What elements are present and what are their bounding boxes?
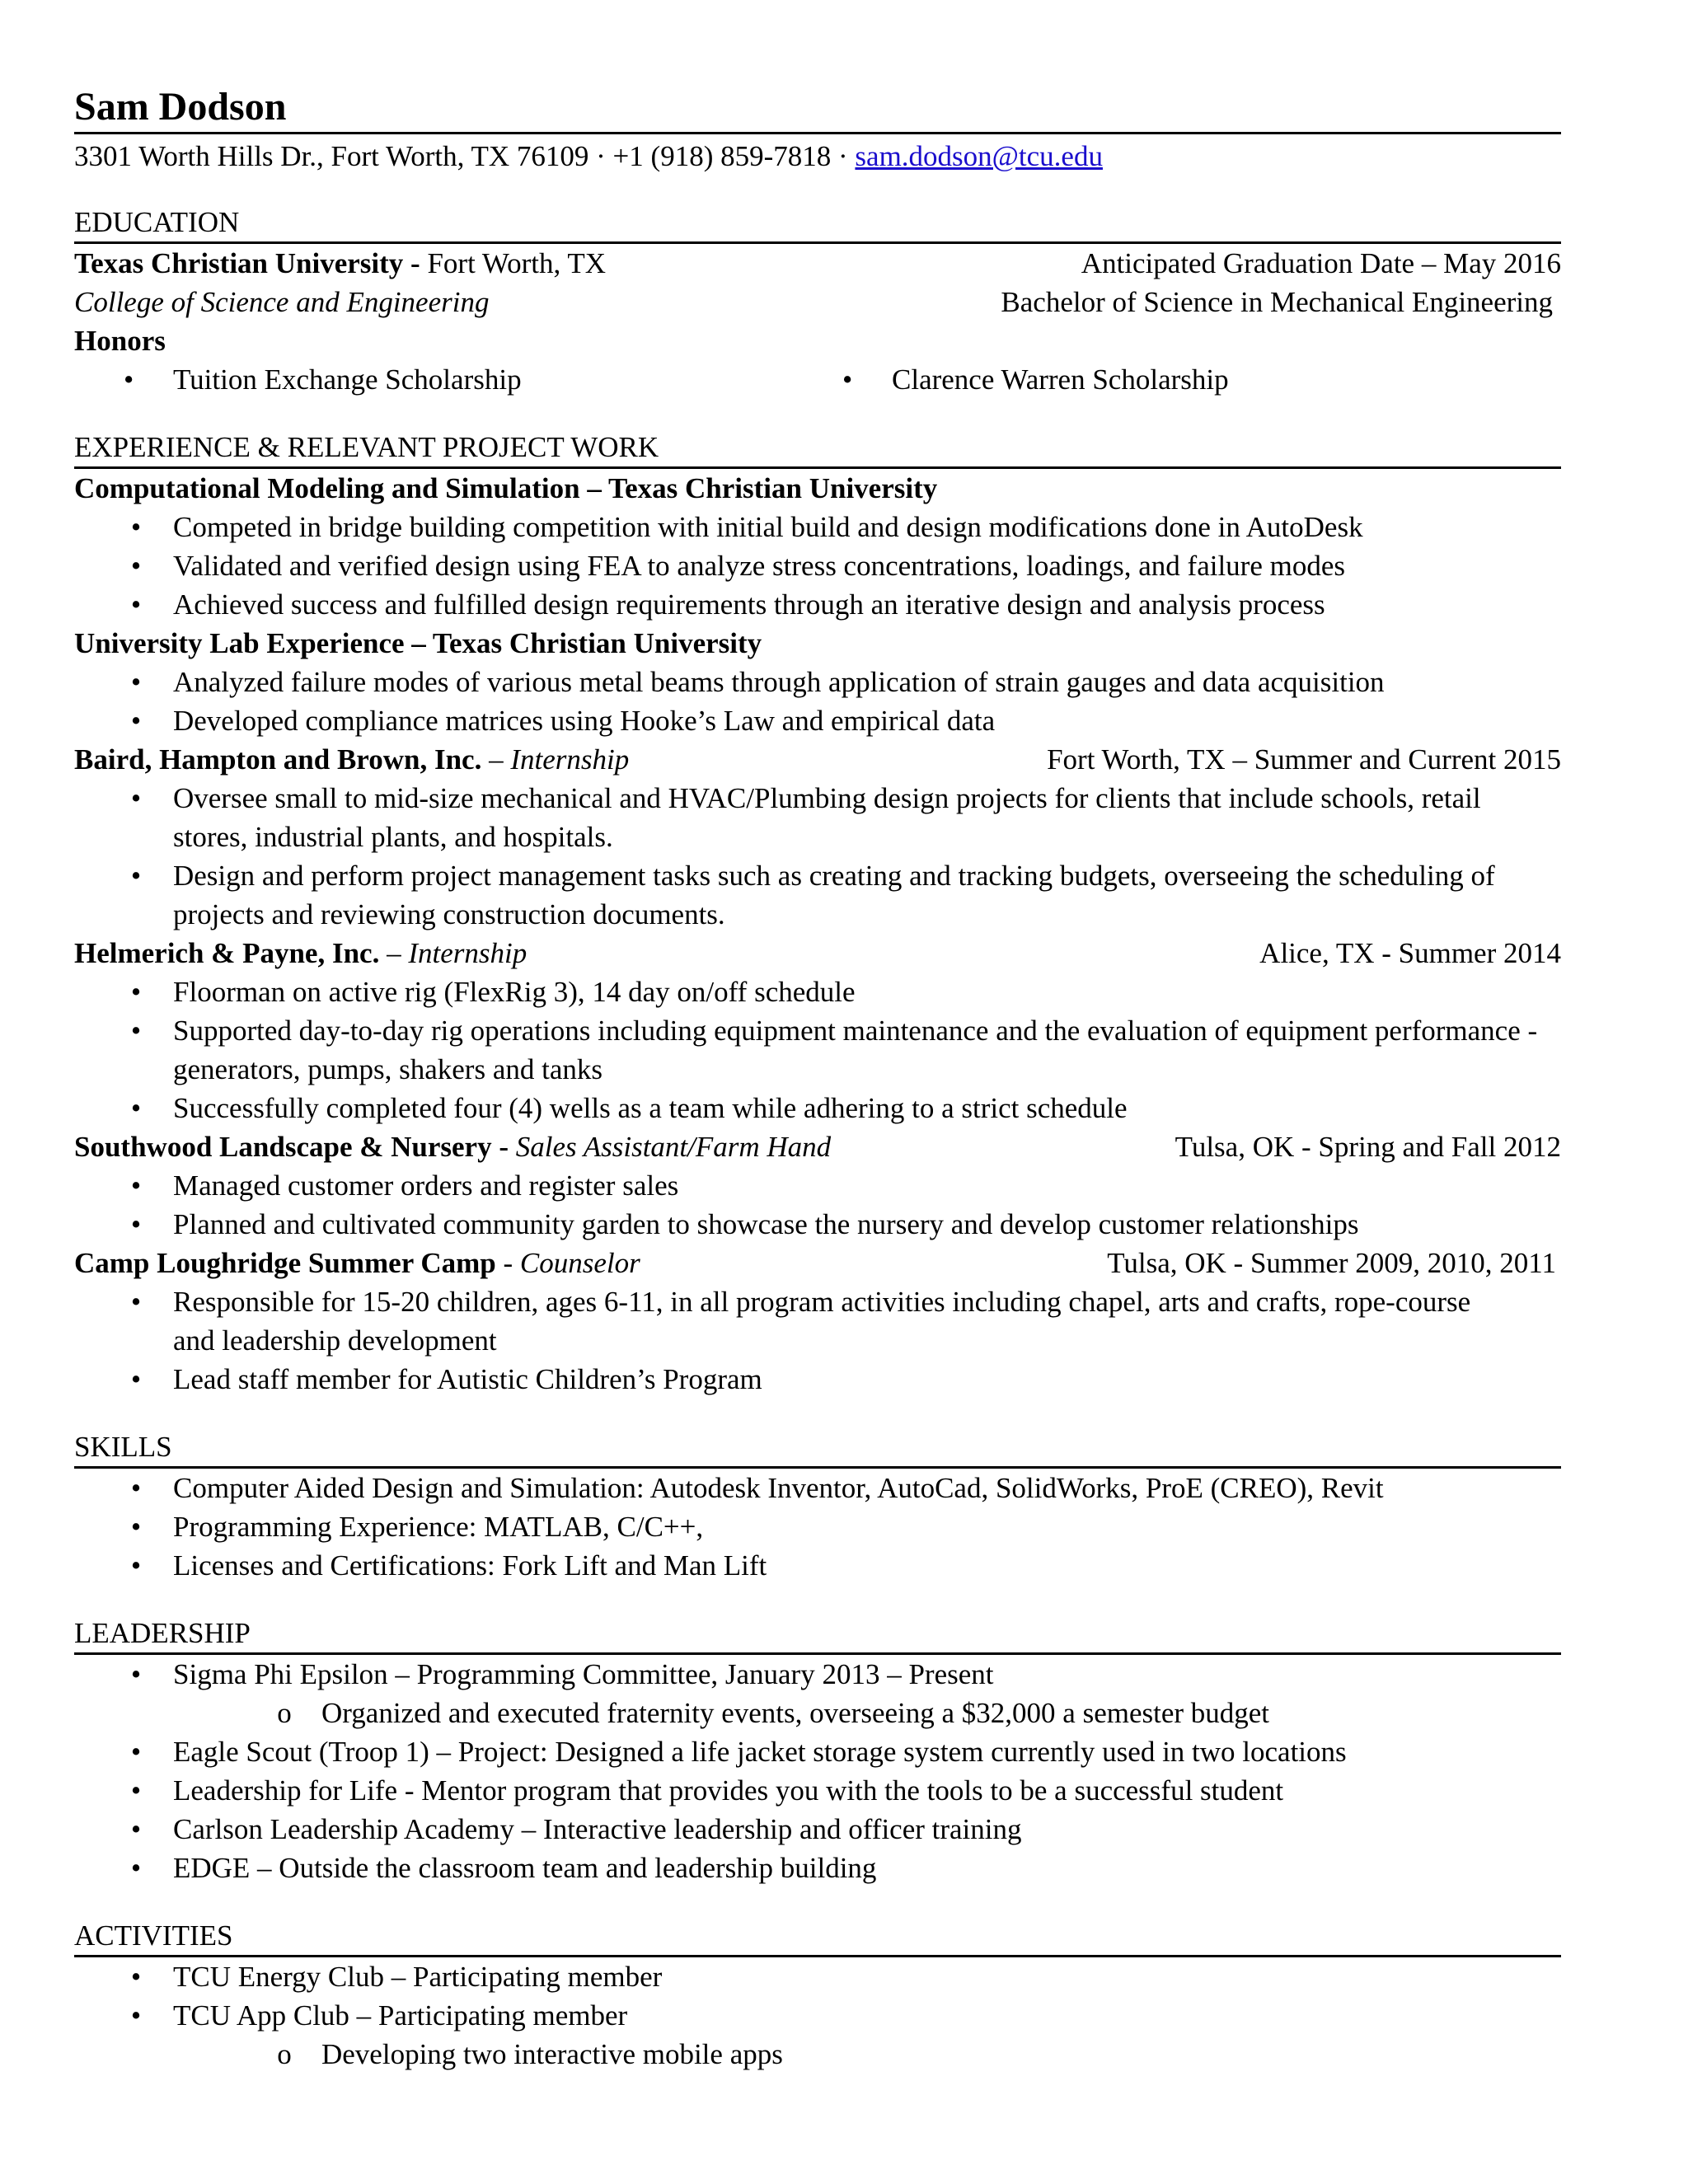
bullet-text: Developed compliance matrices using Hooke’s Law and empirical data: [173, 705, 996, 737]
graduation-date: Anticipated Graduation Date – May 2016: [1081, 247, 1561, 279]
list-item: [74, 1546, 1561, 1585]
bullet-icon: •: [130, 588, 142, 621]
list-item: [74, 1771, 1561, 1810]
bullet-icon: •: [130, 1363, 142, 1395]
resume-page: [74, 82, 1561, 2074]
bullet-icon: •: [130, 976, 142, 1008]
leadership-subtext: Organized and executed fraternity events, overseeing a $32,000 a semester budget: [321, 1697, 1270, 1729]
honors-list: [74, 360, 1561, 399]
bullet-icon: •: [130, 511, 142, 543]
bullet-icon: •: [130, 1658, 142, 1690]
bullet-text: Oversee small to mid-size mechanical and HVAC/Plumbing design projects for clients that include schools, retail stores, industrial plants, and hospitals.: [173, 782, 1481, 853]
list-item: [74, 779, 1561, 856]
list-item: [74, 1011, 1561, 1089]
list-item: [74, 1810, 1561, 1849]
education-school-row: [74, 244, 1561, 283]
entry-title: Southwood Landscape & Nursery -: [74, 1131, 509, 1163]
list-item: [74, 1694, 1561, 1732]
entry-separator: -: [495, 1247, 520, 1279]
entry-title: Computational Modeling and Simulation – Texas Christian University: [74, 472, 938, 504]
bullet-icon: •: [130, 1092, 142, 1124]
bullet-text: Floorman on active rig (FlexRig 3), 14 day on/off schedule: [173, 976, 856, 1008]
activities-list: [74, 1957, 1561, 2035]
bullet-text: Lead staff member for Autistic Children’s Program: [173, 1363, 762, 1395]
honors-label: Honors: [74, 325, 166, 357]
skill-text: Computer Aided Design and Simulation: Autodesk Inventor, AutoCad, SolidWorks, ProE (CREO), Revit: [173, 1472, 1384, 1504]
bullet-text: Competed in bridge building competition with initial build and design modifications done in AutoDesk: [173, 511, 1363, 543]
bullet-icon: •: [130, 1472, 142, 1504]
bullet-text: Planned and cultivated community garden to showcase the nursery and develop customer relationships: [173, 1208, 1359, 1240]
bullet-icon: •: [130, 1169, 142, 1202]
bullet-icon: •: [130, 1813, 142, 1845]
bullet-icon: •: [130, 1774, 142, 1807]
list-item: [74, 1166, 1561, 1205]
leadership-text: Carlson Leadership Academy – Interactive leadership and officer training: [173, 1813, 1022, 1845]
list-item: [74, 2035, 1561, 2074]
entry-role: Internship: [408, 937, 528, 969]
list-item: [74, 1507, 1561, 1546]
entry-bullets: [74, 779, 1561, 934]
experience-entry-title: [74, 624, 1561, 663]
list-item: [74, 1849, 1561, 1887]
list-item: [74, 972, 1561, 1011]
circle-bullet-icon: o: [277, 1697, 292, 1729]
activities-heading: ACTIVITIES: [74, 1919, 1561, 1957]
entry-title: Camp Loughridge Summer Camp: [74, 1247, 496, 1279]
experience-entry-title: [74, 1127, 1561, 1166]
entry-separator: –: [481, 743, 511, 776]
entry-location-date: Tulsa, OK - Summer 2009, 2010, 2011: [1107, 1247, 1556, 1279]
entry-location-date: Fort Worth, TX – Summer and Current 2015: [1047, 743, 1561, 776]
entry-role: Counselor: [519, 1247, 640, 1279]
entry-location-date: Alice, TX - Summer 2014: [1259, 937, 1561, 969]
list-item: [74, 360, 842, 399]
bullet-icon: •: [130, 1999, 142, 2032]
list-item: [74, 1732, 1561, 1771]
leadership-list: [74, 1732, 1561, 1887]
bullet-icon: •: [130, 666, 142, 698]
leadership-list: [74, 1655, 1561, 1694]
entry-location-date: Tulsa, OK - Spring and Fall 2012: [1175, 1131, 1561, 1163]
list-item: [74, 1469, 1561, 1507]
list-item: [74, 1996, 1561, 2035]
college-name: College of Science and Engineering: [74, 286, 490, 318]
bullet-icon: •: [124, 363, 134, 396]
bullet-icon: •: [130, 1961, 142, 1993]
activity-subtext: Developing two interactive mobile apps: [321, 2038, 783, 2070]
entry-title: Helmerich & Payne, Inc.: [74, 937, 380, 969]
list-item: [842, 360, 1561, 399]
leadership-text: Sigma Phi Epsilon – Programming Committee, January 2013 – Present: [173, 1658, 994, 1690]
entry-title: University Lab Experience – Texas Christian University: [74, 627, 762, 659]
experience-entry-title: [74, 934, 1561, 972]
entry-bullets: [74, 663, 1561, 740]
activity-text: TCU Energy Club – Participating member: [173, 1961, 663, 1993]
list-item: [74, 1089, 1561, 1127]
experience-entry-title: [74, 469, 1561, 508]
bullet-icon: •: [130, 860, 142, 892]
bullet-icon: •: [130, 1208, 142, 1240]
bullet-icon: •: [130, 1852, 142, 1884]
activity-text: TCU App Club – Participating member: [173, 1999, 628, 2032]
experience-heading: EXPERIENCE & RELEVANT PROJECT WORK: [74, 430, 1561, 469]
bullet-icon: •: [130, 1549, 142, 1582]
list-item: [74, 701, 1561, 740]
experience-entry-title: [74, 1244, 1561, 1282]
skill-text: Licenses and Certifications: Fork Lift and Man Lift: [173, 1549, 767, 1582]
list-item: [74, 1655, 1561, 1694]
education-college-row: [74, 283, 1561, 321]
entry-separator: [509, 1131, 516, 1163]
entry-bullets: [74, 508, 1561, 624]
list-item: [74, 1360, 1561, 1399]
bullet-text: Achieved success and fulfilled design requirements through an iterative design and analysis process: [173, 588, 1325, 621]
honor-item: Tuition Exchange Scholarship: [173, 363, 522, 396]
education-heading: EDUCATION: [74, 205, 1561, 244]
bullet-icon: •: [130, 550, 142, 582]
entry-bullets: [74, 1282, 1561, 1399]
entry-separator: –: [379, 937, 409, 969]
circle-bullet-icon: o: [277, 2038, 292, 2070]
list-item: [74, 1205, 1561, 1244]
honor-item: Clarence Warren Scholarship: [892, 363, 1229, 396]
entry-title: Baird, Hampton and Brown, Inc.: [74, 743, 482, 776]
leadership-heading: LEADERSHIP: [74, 1616, 1561, 1655]
contact-text: 3301 Worth Hills Dr., Fort Worth, TX 76109 · +1 (918) 859-7818 ·: [74, 140, 856, 172]
bullet-icon: •: [842, 363, 853, 396]
candidate-name: Sam Dodson: [74, 85, 287, 129]
bullet-text: Responsible for 15-20 children, ages 6-11, in all program activities including chapel, arts and crafts, rope-course and leadership development: [173, 1286, 1471, 1357]
bullet-icon: •: [130, 1286, 142, 1318]
leadership-text: Eagle Scout (Troop 1) – Project: Designed a life jacket storage system currently used in two locations: [173, 1736, 1347, 1768]
bullet-text: Successfully completed four (4) wells as a team while adhering to a strict schedule: [173, 1092, 1128, 1124]
list-item: [74, 663, 1561, 701]
entry-role: Internship: [510, 743, 630, 776]
leadership-text: Leadership for Life - Mentor program that provides you with the tools to be a successful student: [173, 1774, 1284, 1807]
skills-heading: SKILLS: [74, 1430, 1561, 1469]
activities-sublist: [74, 2035, 1561, 2074]
bullet-icon: •: [130, 705, 142, 737]
entry-bullets: [74, 972, 1561, 1127]
list-item: [74, 856, 1561, 934]
list-item: [74, 585, 1561, 624]
bullet-text: Validated and verified design using FEA to analyze stress concentrations, loadings, and failure modes: [173, 550, 1345, 582]
contact-line: [74, 132, 1561, 176]
skills-list: [74, 1469, 1561, 1585]
leadership-sublist: [74, 1694, 1561, 1732]
email-link[interactable]: sam.dodson@tcu.edu: [855, 140, 1103, 172]
leadership-text: EDGE – Outside the classroom team and leadership building: [173, 1852, 877, 1884]
skill-text: Programming Experience: MATLAB, C/C++,: [173, 1511, 704, 1543]
entry-bullets: [74, 1166, 1561, 1244]
school-name: Texas Christian University -: [74, 247, 420, 279]
list-item: [74, 1957, 1561, 1996]
bullet-icon: •: [130, 782, 142, 814]
experience-list: [74, 469, 1561, 1399]
degree: Bachelor of Science in Mechanical Engineering: [1001, 286, 1553, 318]
school-location: Fort Worth, TX: [420, 247, 607, 279]
bullet-icon: •: [130, 1511, 142, 1543]
bullet-text: Design and perform project management tasks such as creating and tracking budgets, overseeing the scheduling of projects and reviewing construction documents.: [173, 860, 1495, 930]
experience-entry-title: [74, 740, 1561, 779]
entry-role: Sales Assistant/Farm Hand: [515, 1131, 832, 1163]
bullet-text: Analyzed failure modes of various metal beams through application of strain gauges and data acquisition: [173, 666, 1385, 698]
list-item: [74, 546, 1561, 585]
list-item: [74, 1282, 1561, 1360]
list-item: [74, 508, 1561, 546]
bullet-icon: •: [130, 1015, 142, 1047]
bullet-text: Supported day-to-day rig operations including equipment maintenance and the evaluation of equipment performance - generators, pumps, shakers and tanks: [173, 1015, 1538, 1085]
bullet-text: Managed customer orders and register sales: [173, 1169, 679, 1202]
bullet-icon: •: [130, 1736, 142, 1768]
